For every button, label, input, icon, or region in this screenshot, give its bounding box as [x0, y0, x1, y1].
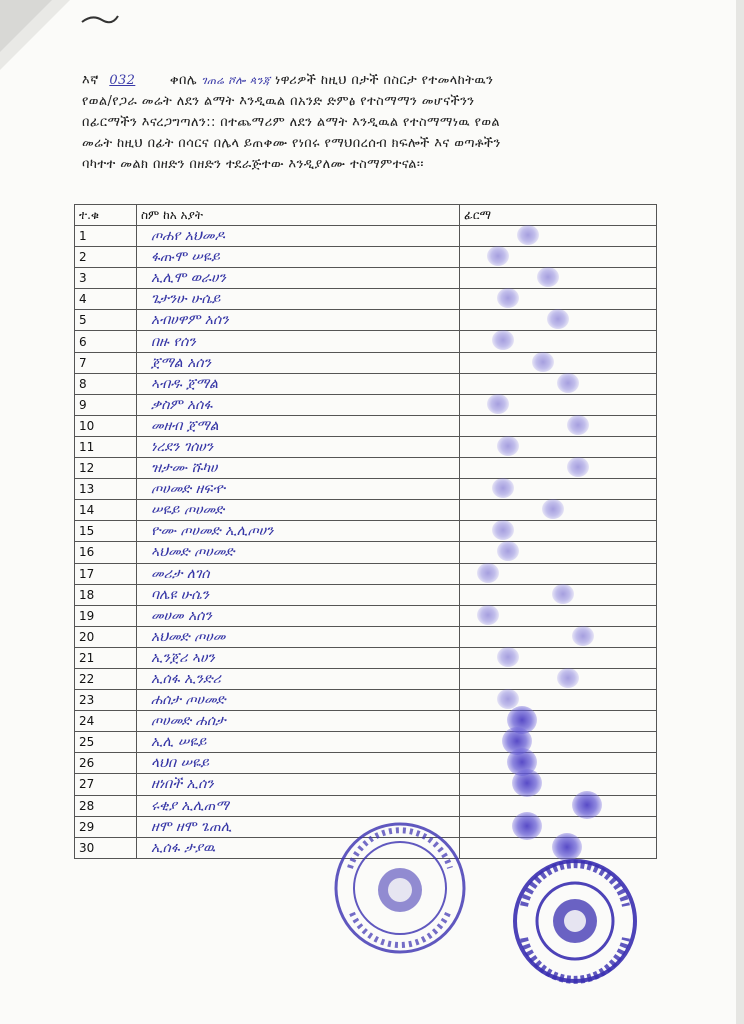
fingerprint-mark	[567, 457, 589, 477]
table-row	[75, 479, 657, 500]
row-signature	[460, 352, 657, 373]
row-number: 14	[75, 500, 137, 521]
fingerprint-mark	[572, 626, 594, 646]
table-row	[75, 795, 657, 816]
fingerprint-mark	[547, 309, 569, 329]
row-number: 29	[75, 816, 137, 837]
fingerprint-mark	[537, 267, 559, 287]
table-row	[75, 436, 657, 457]
row-name: ኢሰፋ ኢንድሪ	[137, 668, 460, 689]
table-row	[75, 310, 657, 331]
fingerprint-mark	[492, 520, 514, 540]
row-signature	[460, 226, 657, 247]
row-name: ኢሊሞ ወራሀን	[137, 268, 460, 289]
fingerprint-mark	[492, 330, 514, 350]
table-row	[75, 690, 657, 711]
table-row	[75, 247, 657, 268]
fingerprint-mark	[552, 584, 574, 604]
table-row	[75, 394, 657, 415]
fingerprint-mark	[497, 436, 519, 456]
row-signature	[460, 289, 657, 310]
row-signature	[460, 542, 657, 563]
fingerprint-mark	[497, 647, 519, 667]
row-name: ጦሀመድ ሐሰታ	[137, 711, 460, 732]
fingerprint-mark	[557, 373, 579, 393]
row-number: 23	[75, 690, 137, 711]
signature-table	[74, 204, 657, 859]
header-signature: ፊርማ	[460, 205, 657, 226]
fingerprint-mark	[512, 812, 542, 840]
row-number: 5	[75, 310, 137, 331]
row-signature	[460, 521, 657, 542]
intro-line-5: ባካተተ መልክ በዘድን በዘድን ተደራጅተው እንዲያለሙ ተስማምተናል፡፡	[82, 157, 424, 172]
agreement-paragraph	[82, 70, 642, 175]
row-name: ዮሙ ጦሀመድ ኢሊጦሀን	[137, 521, 460, 542]
row-number: 30	[75, 837, 137, 858]
row-signature	[460, 647, 657, 668]
row-name: አብሀዋም አሰን	[137, 310, 460, 331]
row-number: 10	[75, 415, 137, 436]
row-number: 4	[75, 289, 137, 310]
table-header-row	[75, 205, 657, 226]
fingerprint-mark	[512, 769, 542, 797]
row-name: መሪታ ለገሰ	[137, 563, 460, 584]
row-name: ሠዬይ ጦሀመድ	[137, 500, 460, 521]
table-row	[75, 647, 657, 668]
table-row	[75, 753, 657, 774]
row-number: 16	[75, 542, 137, 563]
row-number: 25	[75, 732, 137, 753]
row-name: ፋጡሞ ሠዬይ	[137, 247, 460, 268]
fingerprint-mark	[487, 394, 509, 414]
row-number: 8	[75, 373, 137, 394]
fingerprint-mark	[517, 225, 539, 245]
row-signature	[460, 816, 657, 837]
row-number: 17	[75, 563, 137, 584]
row-signature	[460, 732, 657, 753]
row-name: ጦሀመድ ዘፍዯ	[137, 479, 460, 500]
fingerprint-mark	[477, 605, 499, 625]
row-name: ዘሞ ዘሞ ጌጠሊ	[137, 816, 460, 837]
intro-line-1-end: ነዋሪዎች ከዚህ በታች በስርታ የተመላከትዉን	[275, 73, 494, 88]
intro-line-1	[82, 70, 642, 91]
row-name: ኢሊ ሠዬይ	[137, 732, 460, 753]
table-row	[75, 732, 657, 753]
row-name: ጌታንሁ ሁሴይ	[137, 289, 460, 310]
row-name: ነረደን ገሰሀን	[137, 436, 460, 457]
row-number: 18	[75, 584, 137, 605]
handwritten-number: 032	[109, 73, 136, 88]
fingerprint-mark	[487, 246, 509, 266]
row-signature	[460, 331, 657, 352]
row-signature	[460, 626, 657, 647]
row-signature	[460, 479, 657, 500]
folded-corner-shadow	[0, 0, 52, 52]
signature-table-wrap	[74, 204, 656, 859]
table-row	[75, 711, 657, 732]
table-row	[75, 626, 657, 647]
row-number: 27	[75, 774, 137, 795]
fingerprint-mark	[572, 791, 602, 819]
row-number: 28	[75, 795, 137, 816]
fingerprint-mark	[492, 478, 514, 498]
row-name: ዘነበች ኢሰን	[137, 774, 460, 795]
row-number: 19	[75, 605, 137, 626]
row-name: ላህበ ሠዬይ	[137, 753, 460, 774]
handwritten-kebele: ገጠሬ ሾሎ ጳንጃ	[201, 74, 271, 87]
table-row	[75, 563, 657, 584]
fingerprint-mark	[557, 668, 579, 688]
row-name: ሐሰታ ጦሀመድ	[137, 690, 460, 711]
row-signature	[460, 415, 657, 436]
header-number: ተ.ቁ	[75, 205, 137, 226]
row-name: ሩቂያ ኢሊጠማ	[137, 795, 460, 816]
row-signature	[460, 436, 657, 457]
header-name: ስም ከአ አያት	[137, 205, 460, 226]
row-number: 20	[75, 626, 137, 647]
table-row	[75, 500, 657, 521]
row-name: ጀማል አሰን	[137, 352, 460, 373]
table-row	[75, 289, 657, 310]
pen-mark	[80, 12, 120, 26]
row-number: 22	[75, 668, 137, 689]
row-signature	[460, 774, 657, 795]
fingerprint-mark	[477, 563, 499, 583]
row-number: 12	[75, 458, 137, 479]
row-name: ቃስም አሰፋ	[137, 394, 460, 415]
row-number: 21	[75, 647, 137, 668]
table-row	[75, 226, 657, 247]
row-name: አህመድ ጦሀመ	[137, 626, 460, 647]
row-name: ኢሰፋ ታያዉ	[137, 837, 460, 858]
row-number: 26	[75, 753, 137, 774]
row-name: ኣብዱ ጀማል	[137, 373, 460, 394]
row-number: 9	[75, 394, 137, 415]
fingerprint-mark	[542, 499, 564, 519]
row-number: 24	[75, 711, 137, 732]
row-name: ኣህመድ ጦሀመድ	[137, 542, 460, 563]
row-signature	[460, 795, 657, 816]
row-signature	[460, 458, 657, 479]
row-name: ዝታሙ ሹካሀ	[137, 458, 460, 479]
intro-line-2: የወል/የጋራ መሬት ለደን ልማት እንዲዉል በአንድ ድምፅ የተስማማን መሆናችንን	[82, 94, 475, 109]
row-signature	[460, 753, 657, 774]
table-row	[75, 774, 657, 795]
fingerprint-mark	[532, 352, 554, 372]
row-name: መዘብ ጀማል	[137, 415, 460, 436]
table-row	[75, 352, 657, 373]
row-number: 2	[75, 247, 137, 268]
row-name: በዙ የሰን	[137, 331, 460, 352]
fingerprint-mark	[497, 288, 519, 308]
kebele-label: ቀበሌ	[169, 73, 197, 88]
fingerprint-mark	[497, 541, 519, 561]
row-name: ጦሐየ አህመዶ	[137, 226, 460, 247]
table-row	[75, 542, 657, 563]
table-row	[75, 331, 657, 352]
table-row	[75, 521, 657, 542]
intro-line-3: በፊርማችን እናረጋግጣለን:: በተጨማሪም ለደን ልማት እንዲዉል የተስማማነዉ የወል	[82, 115, 501, 130]
row-number: 13	[75, 479, 137, 500]
table-row	[75, 268, 657, 289]
intro-prefix: እኛ	[82, 73, 104, 88]
official-stamp-seal-2	[510, 856, 640, 986]
fingerprint-mark	[567, 415, 589, 435]
row-number: 6	[75, 331, 137, 352]
row-number: 15	[75, 521, 137, 542]
row-name: ኢንጀሪ ኣሀን	[137, 647, 460, 668]
row-number: 3	[75, 268, 137, 289]
row-number: 1	[75, 226, 137, 247]
row-name: መሀመ አሰን	[137, 605, 460, 626]
row-name: ባሌዩ ሁሴን	[137, 584, 460, 605]
row-number: 11	[75, 436, 137, 457]
intro-line-4: መሬት ከዚህ በፊት በሳርና በሌላ ይጠቀሙ የነበሩ የማህበረሰብ ክፍሎች እና ወጣቶችን	[82, 136, 501, 151]
row-number: 7	[75, 352, 137, 373]
row-signature	[460, 711, 657, 732]
table-row	[75, 605, 657, 626]
page-edge	[736, 0, 744, 1024]
official-stamp-seal	[330, 818, 470, 958]
row-signature	[460, 690, 657, 711]
